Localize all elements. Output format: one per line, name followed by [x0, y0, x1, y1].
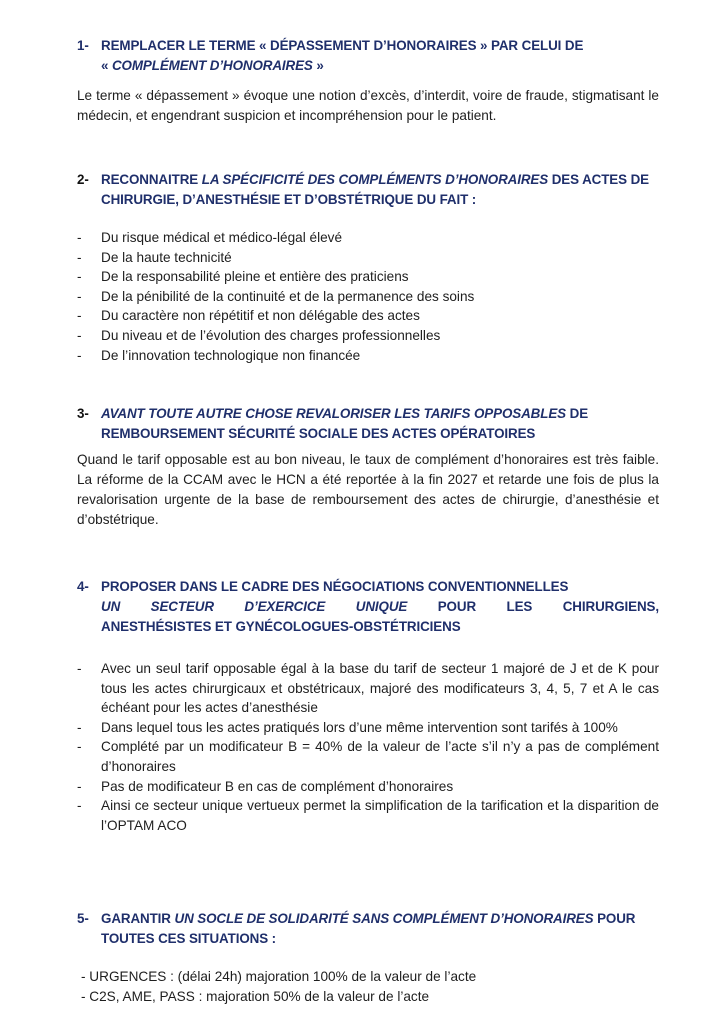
list-item: - URGENCES : (délai 24h) majoration 100% de la valeur de l’acte [81, 969, 477, 984]
section-number: 4- [77, 579, 89, 594]
list-item: - Du caractère non répétitif et non délégable des actes [77, 308, 420, 324]
section-number: 2- [77, 172, 89, 187]
section-5-heading: 5- GARANTIR UN SOCLE DE SOLIDARITÉ SANS COMPLÉMENT D’HONORAIRES POUR TOUTES CES SITUATIONS : [77, 911, 636, 946]
section-number: 3- [77, 406, 89, 421]
section-5-list [77, 967, 659, 1006]
list-item: - Du niveau et de l’évolution des charges professionnelles [77, 327, 441, 343]
section-4-heading: 4- PROPOSER DANS LE CADRE DES NÉGOCIATIONS CONVENTIONNELLES UN SECTEUR D’EXERCICE UNIQUE POUR LES CHIRURGIENS, ANESTHÉSISTES ET GYNÉCOLOGUES-OBSTÉTRICIENS [77, 579, 659, 634]
list-item: - Ainsi ce secteur unique vertueux permet la simplification de la tarification et la disparition de l’OPTAM ACO [77, 798, 659, 833]
list-item: - Avec un seul tarif opposable égal à la base du tarif de secteur 1 majoré de J et de K pour tous les actes chirurgicaux et obstétricaux, majoré des modificateurs 3, 4, 5, 7 et A le cas échéant pour les actes d’anesthésie [77, 661, 659, 716]
section-3-paragraph: Quand le tarif opposable est au bon niveau, le taux de complément d’honoraires est très faible. La réforme de la CCAM avec le HCN a été reportée à la fin 2027 et retarde une fois de plus la revalorisation urgente de la base de remboursement des actes de chirurgie, d’anesthésie et d’obstétrique. [77, 452, 659, 527]
section-3 [77, 404, 659, 530]
section-number: 5- [77, 911, 89, 926]
list-item: - Dans lequel tous les actes pratiqués lors d’une même intervention sont tarifés à 100% [77, 719, 618, 735]
section-4-list [77, 659, 659, 835]
list-item: - De la haute technicité [77, 249, 232, 265]
list-item: - De la pénibilité de la continuité et de la permanence des soins [77, 288, 475, 304]
section-4 [77, 577, 659, 835]
list-item: - Du risque médical et médico-légal élevé [77, 230, 343, 245]
list-item: - C2S, AME, PASS : majoration 50% de la valeur de l’acte [81, 988, 430, 1004]
section-2 [77, 170, 659, 365]
list-item: - Complété par un modificateur B = 40% de la valeur de l’acte s’il n’y a pas de complément d’honoraires [77, 739, 659, 774]
section-5 [77, 909, 659, 1006]
section-number: 1- [77, 38, 89, 53]
section-2-list [77, 228, 659, 365]
section-1 [77, 36, 659, 126]
section-3-heading: 3- AVANT TOUTE AUTRE CHOSE REVALORISER LES TARIFS OPPOSABLES DE REMBOURSEMENT SÉCURITÉ SOCIALE DES ACTES OPÉRATOIRES [77, 406, 589, 441]
list-item: - De l’innovation technologique non financée [77, 347, 361, 363]
list-item: - Pas de modificateur B en cas de complément d’honoraires [77, 778, 454, 794]
section-1-heading: 1- REMPLACER LE TERME « DÉPASSEMENT D’HONORAIRES » PAR CELUI DE « COMPLÉMENT D’HONORAIRES » [77, 38, 584, 73]
section-2-heading: 2- RECONNAITRE LA SPÉCIFICITÉ DES COMPLÉMENTS D’HONORAIRES DES ACTES DE CHIRURGIE, D’ANESTHÉSIE ET D’OBSTÉTRIQUE DU FAIT : [77, 172, 649, 207]
list-item: - De la responsabilité pleine et entière des praticiens [77, 269, 409, 285]
section-1-paragraph: Le terme « dépassement » évoque une notion d’excès, d’interdit, voire de fraude, stigmatisant le médecin, et engendrant suspicion et incompréhension pour le patient. [77, 88, 659, 123]
